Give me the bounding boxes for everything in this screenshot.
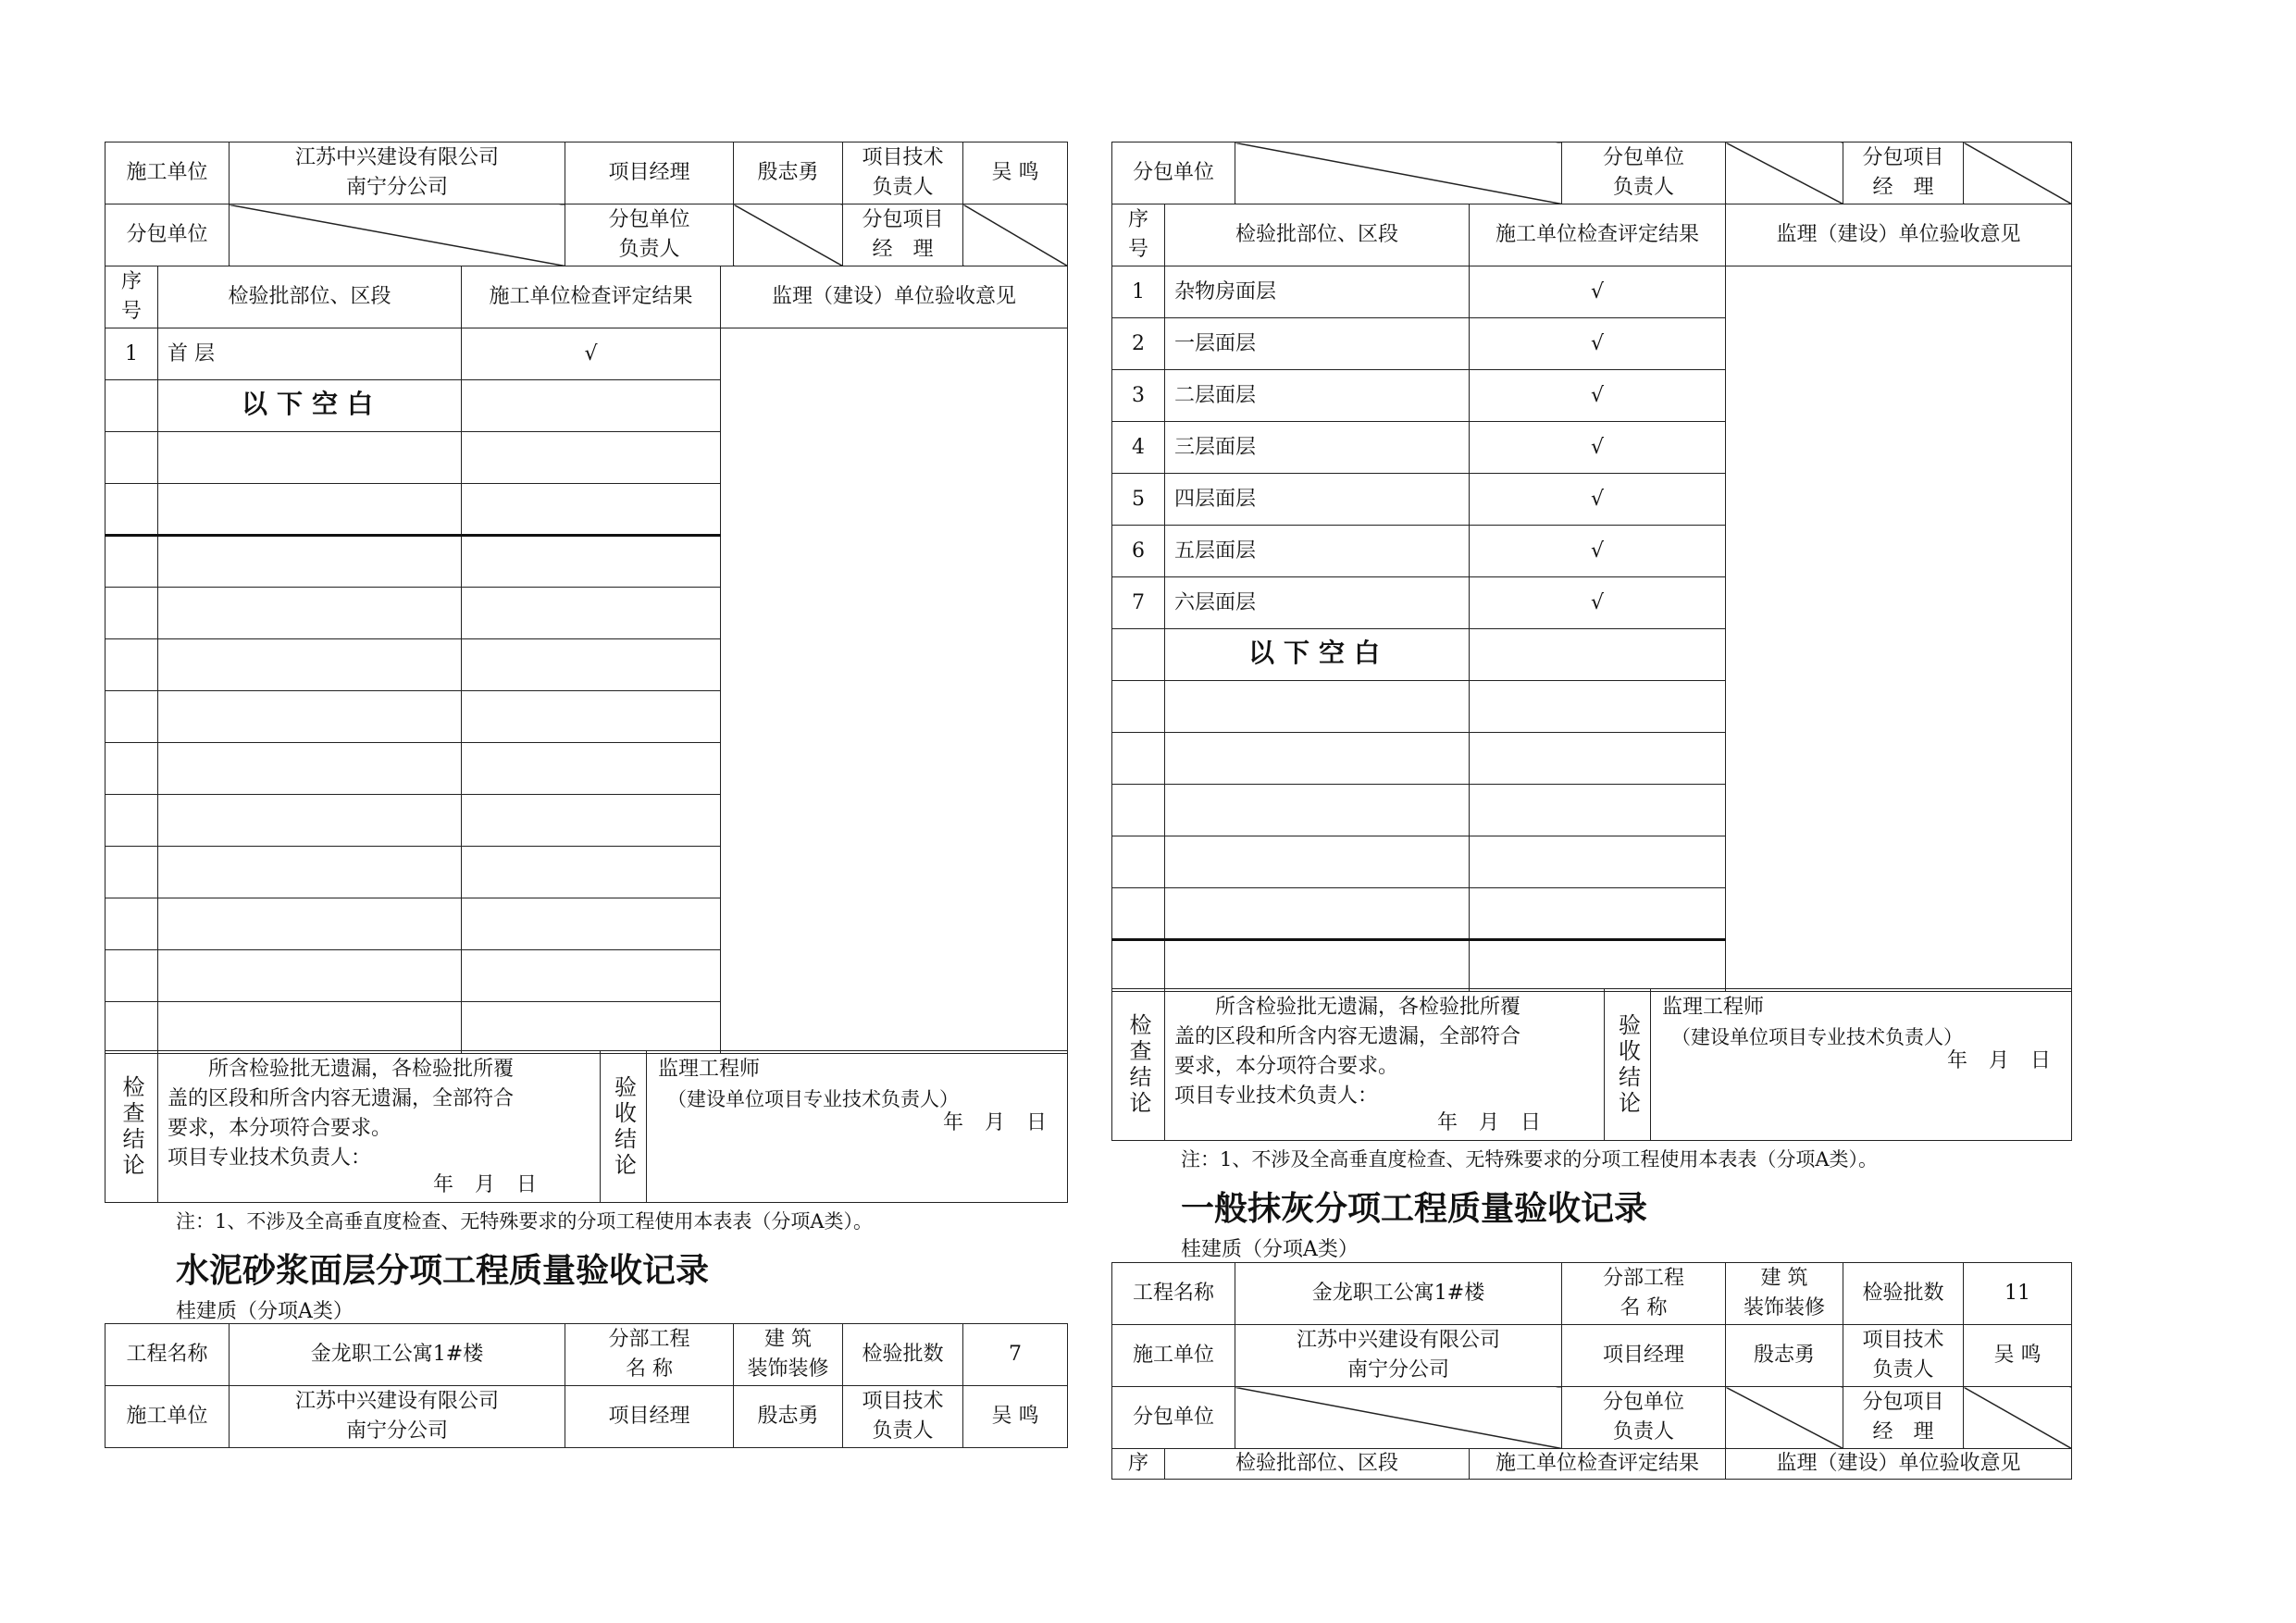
construction-unit-value: 江苏中兴建设有限公司 南宁分公司 (230, 142, 565, 204)
left-form-header-table (105, 142, 1068, 266)
empty-cell (105, 743, 158, 795)
sub-unit-responsible-label: 分包单位 负责人 (1562, 1387, 1726, 1449)
row-result: √ (462, 328, 721, 380)
division-value: 建 筑 装饰装修 (734, 1324, 843, 1386)
division-label: 分部工程 名 称 (1562, 1263, 1726, 1325)
seq-header: 序 号 (105, 266, 158, 328)
empty-cell (158, 795, 462, 847)
empty-cell (158, 898, 462, 950)
sub-project-manager-label: 分包项目 经 理 (1843, 1387, 1964, 1449)
row-seq: 5 (1112, 474, 1165, 526)
empty-cell (158, 432, 462, 484)
blank-marker: 以下空白 (1165, 629, 1470, 681)
tech-lead-label: 项目技术 负责人 (843, 142, 963, 204)
blank-result (1470, 629, 1726, 681)
tech-lead-value: 吴 鸣 (963, 142, 1068, 204)
row-part: 首 层 (158, 328, 462, 380)
sub-unit-value-empty (1235, 142, 1562, 204)
project-manager-value: 殷志勇 (734, 142, 843, 204)
empty-cell (462, 847, 721, 898)
left-next-form-table (105, 1323, 1068, 1448)
empty-cell (462, 743, 721, 795)
batch-count-value: 7 (963, 1324, 1068, 1386)
row-seq: 3 (1112, 370, 1165, 422)
sub-project-manager-label: 分包项目 经 理 (843, 204, 963, 266)
footnote: 注：1、不涉及全高垂直度检查、无特殊要求的分项工程使用本表表（分项A类）。 (1181, 1148, 1879, 1171)
sub-unit-responsible-empty (1726, 142, 1843, 204)
right-form-conclusion-table (1111, 988, 2072, 1141)
row-seq: 4 (1112, 422, 1165, 474)
empty-cell (158, 484, 462, 536)
empty-cell (105, 950, 158, 1002)
row-seq: 2 (1112, 318, 1165, 370)
row-result: √ (1470, 474, 1726, 526)
acceptance-conclusion-label: 验收结论 (1605, 989, 1651, 1141)
result-header: 施工单位检查评定结果 (462, 266, 721, 328)
blank-seq (1112, 629, 1165, 681)
acceptance-conclusion-label: 验收结论 (601, 1051, 647, 1203)
batch-count-label: 检验批数 (843, 1324, 963, 1386)
acceptance-conclusion-text: 监理工程师 （建设单位项目专业技术负责人） 年 月 日 (647, 1051, 1068, 1203)
blank-marker: 以下空白 (158, 380, 462, 432)
sub-unit-value-empty (230, 204, 565, 266)
empty-cell (105, 1002, 158, 1054)
empty-cell (1470, 940, 1726, 992)
project-manager-value: 殷志勇 (734, 1386, 843, 1448)
opinion-area (721, 328, 1068, 1054)
row-result: √ (1470, 266, 1726, 318)
blank-seq (105, 380, 158, 432)
empty-cell (158, 950, 462, 1002)
empty-cell (462, 536, 721, 588)
right-form-header-table (1111, 142, 2072, 204)
empty-cell (105, 795, 158, 847)
check-date: 年 月 日 (1437, 1111, 1548, 1134)
sub-unit-label: 分包单位 (105, 204, 230, 266)
blank-result (462, 380, 721, 432)
empty-cell (105, 588, 158, 639)
tech-lead-label: 项目技术 负责人 (843, 1386, 963, 1448)
empty-cell (1165, 888, 1470, 940)
sub-unit-label: 分包单位 (1112, 1387, 1235, 1449)
check-conclusion-label: 检查结论 (1112, 989, 1165, 1141)
sub-project-manager-empty (963, 204, 1068, 266)
empty-cell (158, 536, 462, 588)
opinion-area (1726, 266, 2072, 992)
row-part: 五层面层 (1165, 526, 1470, 577)
empty-cell (1112, 940, 1165, 992)
empty-cell (1470, 733, 1726, 785)
left-form-conclusion-table (105, 1050, 1068, 1203)
project-manager-label: 项目经理 (565, 1386, 734, 1448)
batch-count-value: 11 (1964, 1263, 2072, 1325)
row-seq: 1 (105, 328, 158, 380)
sub-unit-label: 分包单位 (1112, 142, 1235, 204)
empty-cell (1165, 836, 1470, 888)
empty-cell (462, 432, 721, 484)
empty-cell (462, 484, 721, 536)
result-header: 施工单位检查评定结果 (1470, 204, 1726, 266)
empty-cell (1470, 785, 1726, 836)
sub-unit-responsible-empty (1726, 1387, 1843, 1449)
next-form-code: 桂建质（分项A类） (176, 1300, 354, 1323)
empty-cell (1112, 836, 1165, 888)
row-part: 杂物房面层 (1165, 266, 1470, 318)
construction-unit-value: 江苏中兴建设有限公司 南宁分公司 (230, 1386, 565, 1448)
sub-project-manager-label: 分包项目 经 理 (1843, 142, 1964, 204)
construction-unit-value: 江苏中兴建设有限公司 南宁分公司 (1235, 1325, 1562, 1387)
empty-cell (1165, 733, 1470, 785)
division-label: 分部工程 名 称 (565, 1324, 734, 1386)
left-form-body-table (105, 266, 1068, 1054)
empty-cell (105, 898, 158, 950)
row-result: √ (1470, 370, 1726, 422)
tech-lead-label: 项目技术 负责人 (1843, 1325, 1964, 1387)
project-name-value: 金龙职工公寓1#楼 (230, 1324, 565, 1386)
opinion-header: 监理（建设）单位验收意见 (721, 266, 1068, 328)
acceptance-date: 年 月 日 (943, 1111, 1054, 1134)
empty-cell (462, 588, 721, 639)
empty-cell (158, 743, 462, 795)
sub-project-manager-empty (1964, 1387, 2072, 1449)
seq-header: 序 (1112, 1449, 1165, 1480)
check-conclusion-text: 所含检验批无遗漏，各检验批所覆 盖的区段和所含内容无遗漏，全部符合 要求，本分项符合要求。 项目专业技术负责人： 年 月 日 (1165, 989, 1605, 1141)
seq-header: 序 号 (1112, 204, 1165, 266)
empty-cell (1165, 940, 1470, 992)
project-manager-label: 项目经理 (565, 142, 734, 204)
project-name-value: 金龙职工公寓1#楼 (1235, 1263, 1562, 1325)
sub-project-manager-empty (1964, 142, 2072, 204)
construction-unit-label: 施工单位 (105, 142, 230, 204)
next-form-title: 一般抹灰分项工程质量验收记录 (1181, 1190, 1648, 1228)
empty-cell (105, 639, 158, 691)
empty-cell (105, 484, 158, 536)
check-date: 年 月 日 (433, 1173, 544, 1196)
project-name-label: 工程名称 (105, 1324, 230, 1386)
opinion-header: 监理（建设）单位验收意见 (1726, 204, 2072, 266)
empty-cell (1112, 681, 1165, 733)
check-conclusion-label: 检查结论 (105, 1051, 158, 1203)
right-next-form-table (1111, 1262, 2072, 1449)
empty-cell (158, 639, 462, 691)
construction-unit-label: 施工单位 (105, 1386, 230, 1448)
row-part: 三层面层 (1165, 422, 1470, 474)
empty-cell (1470, 888, 1726, 940)
row-seq: 1 (1112, 266, 1165, 318)
row-seq: 7 (1112, 577, 1165, 629)
empty-cell (1470, 681, 1726, 733)
row-part: 一层面层 (1165, 318, 1470, 370)
sub-unit-responsible-label: 分包单位 负责人 (565, 204, 734, 266)
row-part: 六层面层 (1165, 577, 1470, 629)
check-conclusion-text: 所含检验批无遗漏，各检验批所覆 盖的区段和所含内容无遗漏，全部符合 要求，本分项符合要求。 项目专业技术负责人： 年 月 日 (158, 1051, 601, 1203)
empty-cell (158, 1002, 462, 1054)
empty-cell (462, 691, 721, 743)
empty-cell (462, 898, 721, 950)
row-result: √ (1470, 526, 1726, 577)
empty-cell (105, 536, 158, 588)
batch-count-label: 检验批数 (1843, 1263, 1964, 1325)
result-header: 施工单位检查评定结果 (1470, 1449, 1726, 1480)
empty-cell (158, 588, 462, 639)
row-result: √ (1470, 318, 1726, 370)
row-result: √ (1470, 577, 1726, 629)
empty-cell (462, 639, 721, 691)
acceptance-conclusion-text: 监理工程师 （建设单位项目专业技术负责人） 年 月 日 (1651, 989, 2072, 1141)
right-form-body-table (1111, 204, 2072, 992)
empty-cell (1165, 681, 1470, 733)
row-result: √ (1470, 422, 1726, 474)
empty-cell (105, 691, 158, 743)
row-seq: 6 (1112, 526, 1165, 577)
empty-cell (1112, 888, 1165, 940)
right-next-form-header-row (1111, 1448, 2072, 1480)
footnote: 注：1、不涉及全高垂直度检查、无特殊要求的分项工程使用本表表（分项A类）。 (176, 1210, 874, 1233)
sub-unit-value-empty (1235, 1387, 1562, 1449)
empty-cell (1112, 785, 1165, 836)
opinion-header: 监理（建设）单位验收意见 (1726, 1449, 2072, 1480)
empty-cell (105, 432, 158, 484)
sub-unit-responsible-empty (734, 204, 843, 266)
next-form-title: 水泥砂浆面层分项工程质量验收记录 (176, 1252, 710, 1290)
division-value: 建 筑 装饰装修 (1726, 1263, 1843, 1325)
empty-cell (1165, 785, 1470, 836)
acceptance-date: 年 月 日 (1947, 1049, 2058, 1072)
part-header: 检验批部位、区段 (158, 266, 462, 328)
empty-cell (462, 795, 721, 847)
row-part: 四层面层 (1165, 474, 1470, 526)
sub-unit-responsible-label: 分包单位 负责人 (1562, 142, 1726, 204)
part-header: 检验批部位、区段 (1165, 1449, 1470, 1480)
empty-cell (1470, 836, 1726, 888)
empty-cell (1112, 733, 1165, 785)
row-part: 二层面层 (1165, 370, 1470, 422)
empty-cell (158, 691, 462, 743)
project-manager-value: 殷志勇 (1726, 1325, 1843, 1387)
project-manager-label: 项目经理 (1562, 1325, 1726, 1387)
tech-lead-value: 吴 鸣 (1964, 1325, 2072, 1387)
project-name-label: 工程名称 (1112, 1263, 1235, 1325)
empty-cell (462, 950, 721, 1002)
empty-cell (105, 847, 158, 898)
part-header: 检验批部位、区段 (1165, 204, 1470, 266)
tech-lead-value: 吴 鸣 (963, 1386, 1068, 1448)
next-form-code: 桂建质（分项A类） (1181, 1238, 1359, 1261)
empty-cell (462, 1002, 721, 1054)
construction-unit-label: 施工单位 (1112, 1325, 1235, 1387)
empty-cell (158, 847, 462, 898)
